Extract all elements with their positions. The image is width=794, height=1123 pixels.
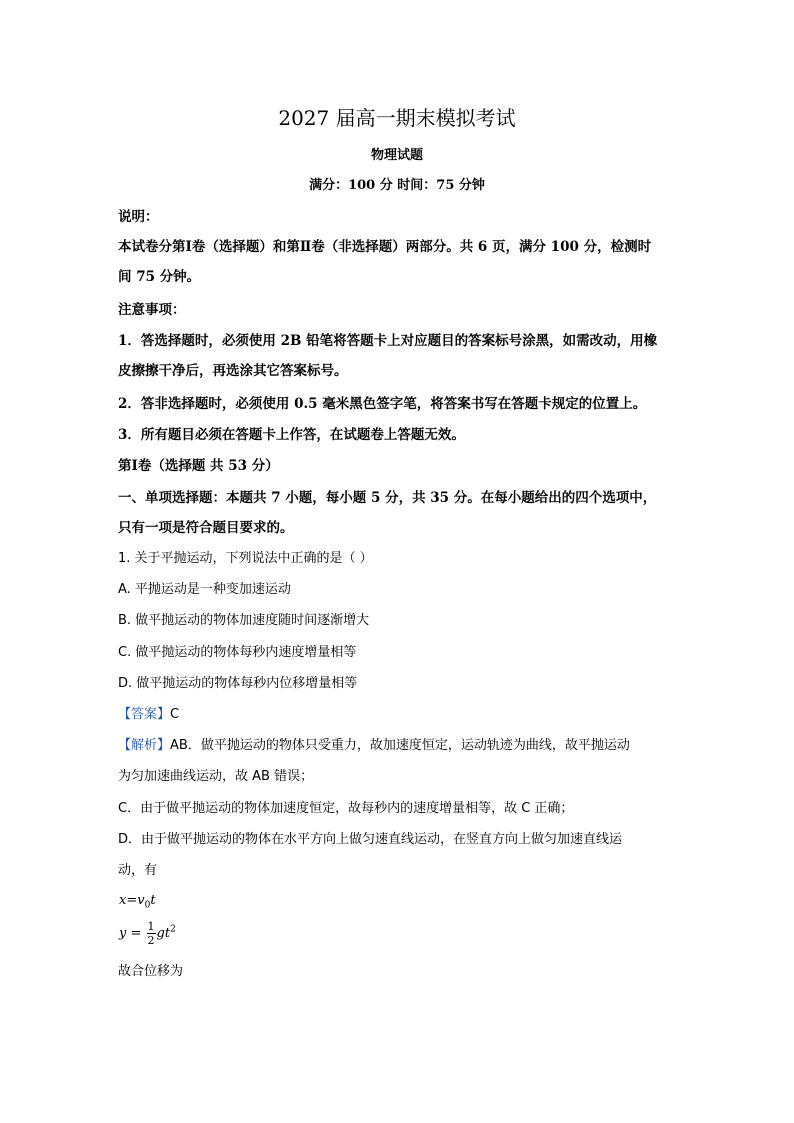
analysis-line-1 [118, 737, 630, 755]
analysis-line-2: 为匀加速曲线运动，故 AB 错误； [118, 769, 314, 784]
formula-y-fraction [147, 920, 156, 947]
formula-x-lhs: x [119, 893, 127, 908]
note-1-line-2: 皮擦擦干净后，再选涂其它答案标号。 [118, 363, 348, 379]
question-type-line-2: 只有一项是符合题目要求的。 [118, 520, 294, 536]
analysis-line-3: C．由于做平抛运动的物体加速度恒定，故每秒内的速度增量相等，故 C 正确； [118, 801, 574, 816]
subject-title: 物理试题 [370, 148, 423, 163]
formula-y-lhs: y [119, 926, 127, 941]
notes-heading: 注意事项： [118, 302, 186, 318]
fraction-denominator: 2 [147, 934, 155, 947]
formula-y-equals: = [126, 926, 146, 941]
score-time-line: 满分：100 分 时间：75 分钟 [309, 178, 485, 193]
question-1-option-d: D. 做平抛运动的物体每秒内位移增量相等 [118, 676, 358, 691]
note-2: 2．答非选择题时，必须使用 0.5 毫米黑色签字笔，将答案书写在答题卡规定的位置上。 [118, 396, 647, 412]
part-1-heading: 第Ⅰ卷（选择题 共 53 分） [118, 458, 279, 474]
note-3: 3．所有题目必须在答题卡上作答，在试题卷上答题无效。 [118, 427, 465, 443]
formula-y-gt: gt [156, 926, 171, 941]
instructions-line-2: 间 75 分钟。 [118, 269, 201, 285]
formula-y [119, 920, 176, 947]
answer-label: 【答案】 [118, 707, 171, 722]
formula-x-equals: = [126, 893, 138, 908]
formula-x-v: v [137, 893, 145, 908]
formula-x-t: t [150, 893, 156, 908]
analysis-label: 【解析】 [118, 738, 171, 753]
exam-title: 2027 届高一期末模拟考试 [278, 106, 516, 130]
answer-value: C [170, 707, 180, 722]
formula-x [119, 893, 156, 911]
question-type-line-1: 一、单项选择题：本题共 7 小题，每小题 5 分，共 35 分。在每小题给出的四个选项中， [118, 490, 657, 506]
analysis-text-1a: AB．做平抛运动的物体只受重力，故加速度恒定，运动轨迹为曲线，故平抛运动 [170, 738, 630, 753]
question-1-option-c: C. 做平抛运动的物体每秒内速度增量相等 [118, 645, 357, 660]
answer-line [118, 706, 179, 724]
formula-x-subscript: 0 [144, 900, 151, 911]
instructions-heading: 说明： [118, 209, 159, 225]
analysis-line-5: 动，有 [118, 863, 158, 878]
instructions-line-1: 本试卷分第Ⅰ卷（选择题）和第Ⅱ卷（非选择题）两部分。共 6 页，满分 100 分，检测时 [118, 239, 652, 255]
question-1-stem: 1. 关于平抛运动，下列说法中正确的是（ ） [118, 551, 373, 566]
question-1-option-b: B. 做平抛运动的物体加速度随时间逐渐增大 [118, 613, 370, 628]
question-1-option-a: A. 平抛运动是一种变加速运动 [118, 582, 291, 597]
note-1-line-1: 1．答选择题时，必须使用 2B 铅笔将答题卡上对应题目的答案标号涂黑，如需改动，用橡 [118, 333, 658, 349]
fraction-numerator: 1 [147, 920, 155, 933]
formula-y-superscript: 2 [170, 924, 176, 935]
conclusion-line: 故合位移为 [118, 964, 184, 979]
analysis-line-4: D．由于做平抛运动的物体在水平方向上做匀速直线运动，在竖直方向上做匀加速直线运 [118, 832, 623, 847]
